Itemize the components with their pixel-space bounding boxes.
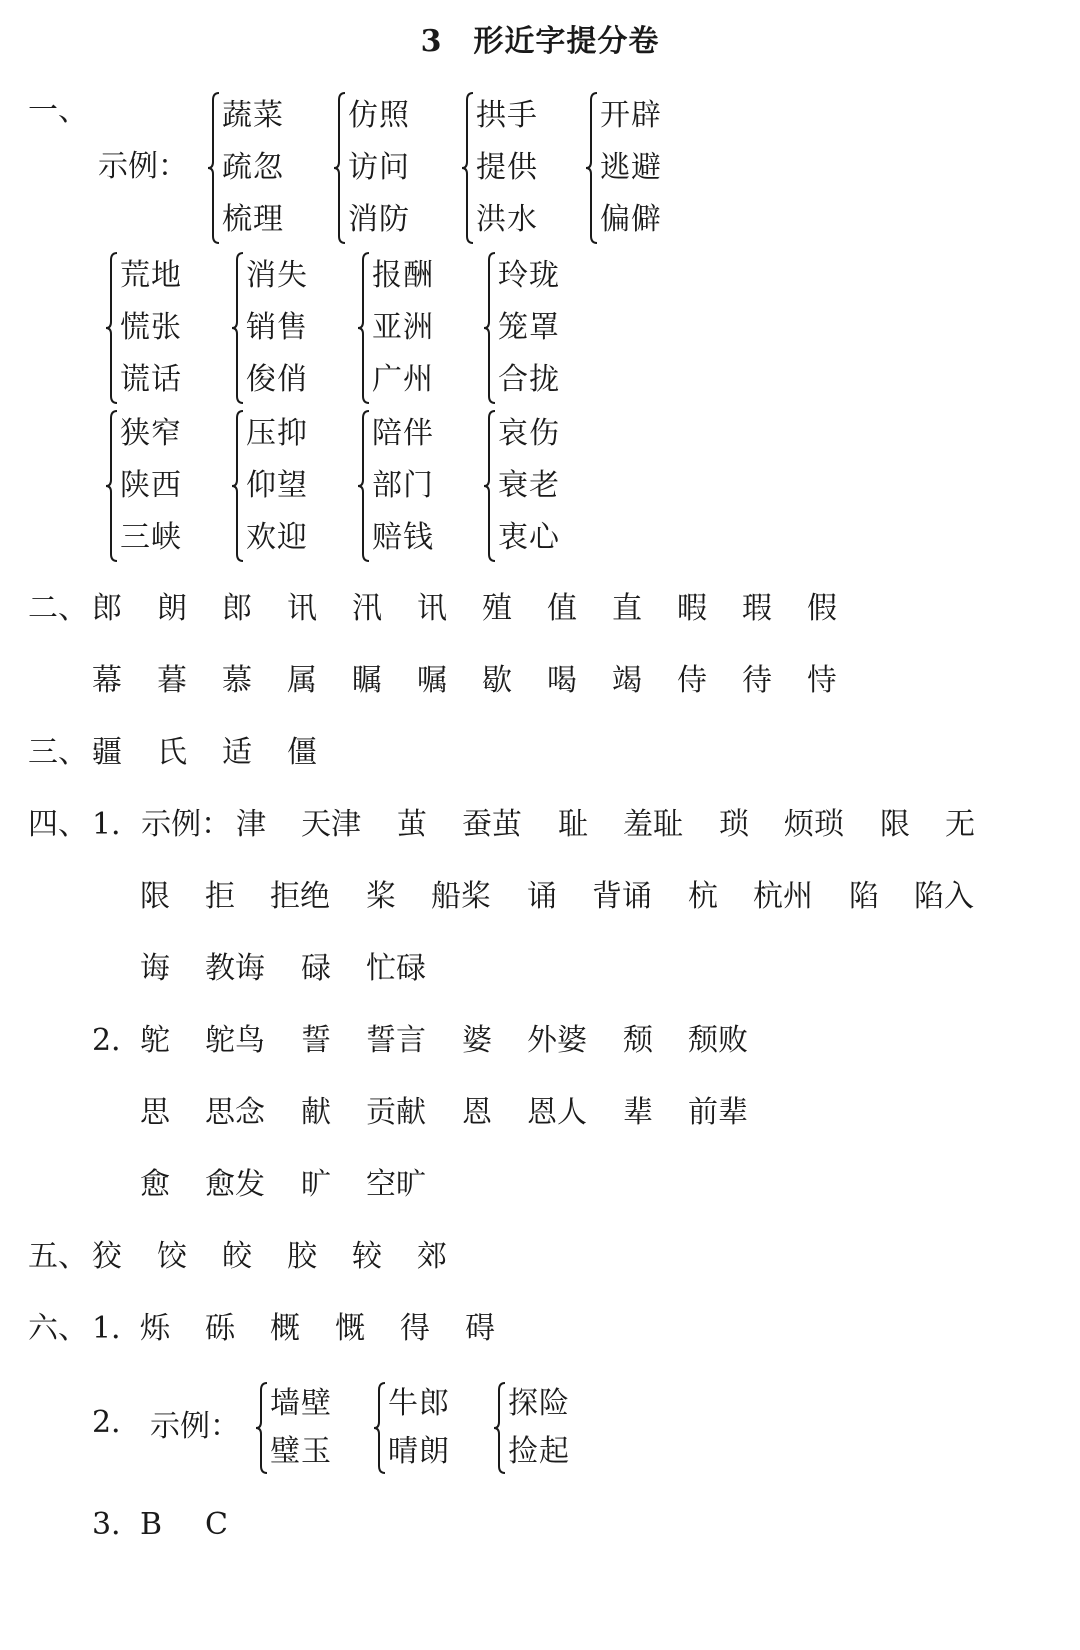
group-word: 洪水 [476, 202, 538, 237]
word-group [254, 1380, 332, 1476]
answer-item: 暇 [677, 591, 707, 626]
answer-item: 前辈 [688, 1095, 748, 1130]
answer-item: 慕 [222, 663, 252, 698]
answer-item: 值 [547, 591, 577, 626]
answer-item: 瑕 [742, 591, 772, 626]
answer-item: 诵 [527, 879, 557, 914]
brace-icon [372, 1380, 386, 1476]
brace-icon [492, 1380, 506, 1476]
answer-item: 胶 [287, 1239, 317, 1274]
group-word: 访问 [348, 150, 410, 185]
section-4-q1-line-3 [140, 950, 462, 988]
answer-item: 暮 [157, 663, 187, 698]
section-6-mark: 六、 [28, 1311, 88, 1346]
group-word: 笼罩 [498, 310, 560, 345]
section-6-q3-label: 3． [92, 1507, 142, 1542]
answer-item: 忙碌 [366, 951, 426, 986]
page-title: 3 形近字提分卷 [420, 24, 660, 59]
answer-item: 外婆 [527, 1023, 587, 1058]
group-word: 开辟 [600, 98, 662, 133]
brace-icon [104, 408, 118, 564]
brace [356, 250, 370, 406]
group-word: 销售 [246, 310, 308, 345]
answer-item: 假 [807, 591, 837, 626]
answer-item: 辈 [623, 1095, 653, 1130]
word-group [584, 90, 662, 246]
group-word: 牛郎 [388, 1386, 450, 1421]
group-word: 部门 [372, 468, 434, 503]
section-2-line-1 [92, 590, 872, 628]
group-word: 慌张 [120, 310, 182, 345]
answer-item: 琐 [719, 807, 749, 842]
section-6-q1-line [140, 1310, 530, 1348]
group-word: 荒地 [120, 258, 182, 293]
section-1-mark: 一、 [28, 93, 88, 128]
answer-item: 教诲 [205, 951, 265, 986]
brace [460, 90, 474, 246]
brace [230, 408, 244, 564]
group-word: 晴朗 [388, 1434, 450, 1469]
group-word: 疏忽 [222, 150, 284, 185]
answer-item: C [205, 1507, 228, 1542]
answer-item: 旷 [301, 1167, 331, 1202]
brace [104, 250, 118, 406]
group-word: 陪伴 [372, 416, 434, 451]
brace [482, 250, 496, 406]
word-group [104, 250, 182, 406]
answer-item: 婆 [462, 1023, 492, 1058]
group-word: 谎话 [120, 362, 182, 397]
answer-item: 幕 [92, 663, 122, 698]
answer-item: 津 [236, 807, 266, 842]
answer-item: 献 [301, 1095, 331, 1130]
answer-item: 茧 [397, 807, 427, 842]
group-word: 哀伤 [498, 416, 560, 451]
word-group [230, 250, 308, 406]
brace-icon [254, 1380, 268, 1476]
answer-item: 船桨 [431, 879, 491, 914]
section-2-mark: 二、 [28, 591, 88, 626]
answer-item: B [140, 1507, 163, 1542]
answer-item: 思 [140, 1095, 170, 1130]
answer-item: 郎 [222, 591, 252, 626]
answer-item: 得 [400, 1311, 430, 1346]
group-word: 俊俏 [246, 362, 308, 397]
group-word: 消防 [348, 202, 410, 237]
answer-item: 限 [140, 879, 170, 914]
group-word: 广州 [372, 362, 434, 397]
brace-icon [206, 90, 220, 246]
brace-icon [482, 408, 496, 564]
answer-item: 思念 [205, 1095, 265, 1130]
group-word: 墙壁 [270, 1386, 332, 1421]
answer-item: 陷入 [914, 879, 974, 914]
brace-icon [356, 408, 370, 564]
section-3-line-1 [92, 734, 352, 772]
answer-item: 颓 [623, 1023, 653, 1058]
section-4-q1-line-1 [236, 806, 1010, 844]
section-5-line-1 [92, 1238, 482, 1276]
brace [104, 408, 118, 564]
section-3-mark: 三、 [28, 735, 88, 770]
answer-item: 讯 [287, 591, 317, 626]
answer-item: 恃 [807, 663, 837, 698]
group-word: 赔钱 [372, 520, 434, 555]
answer-item: 颓败 [688, 1023, 748, 1058]
brace-icon [584, 90, 598, 246]
answer-item: 碌 [301, 951, 331, 986]
section-4-mark: 四、 [28, 807, 88, 842]
answer-item: 陷 [849, 879, 879, 914]
group-word: 合拢 [498, 362, 560, 397]
answer-item: 直 [612, 591, 642, 626]
brace [206, 90, 220, 246]
section-4-q2-line-1 [140, 1022, 784, 1060]
brace-icon [104, 250, 118, 406]
brace-icon [482, 250, 496, 406]
group-word: 衰老 [498, 468, 560, 503]
section-4-q1-label: 1．示例： [92, 807, 232, 842]
answer-item: 空旷 [366, 1167, 426, 1202]
brace [482, 408, 496, 564]
answer-item: 慨 [335, 1311, 365, 1346]
word-group [104, 408, 182, 564]
word-group [460, 90, 538, 246]
word-group [372, 1380, 450, 1476]
answer-item: 喝 [547, 663, 577, 698]
brace [584, 90, 598, 246]
word-group [206, 90, 284, 246]
answer-item: 砾 [205, 1311, 235, 1346]
group-word: 衷心 [498, 520, 560, 555]
answer-item: 愈 [140, 1167, 170, 1202]
word-group [482, 408, 560, 564]
answer-item: 属 [287, 663, 317, 698]
answer-item: 嘱 [417, 663, 447, 698]
section-1-example-label: 示例： [98, 149, 188, 184]
group-word: 拱手 [476, 98, 538, 133]
answer-item: 碍 [465, 1311, 495, 1346]
answer-item: 鸵鸟 [205, 1023, 265, 1058]
brace [254, 1380, 268, 1476]
section-4-q2-line-2 [140, 1094, 784, 1132]
section-6-q2-label: 2． [92, 1405, 142, 1440]
group-word: 仰望 [246, 468, 308, 503]
group-word: 亚洲 [372, 310, 434, 345]
word-group [482, 250, 560, 406]
answer-item: 氏 [157, 735, 187, 770]
group-word: 探险 [508, 1386, 570, 1421]
answer-item: 拒 [205, 879, 235, 914]
answer-item: 僵 [287, 735, 317, 770]
answer-item: 郎 [92, 591, 122, 626]
group-word: 压抑 [246, 416, 308, 451]
answer-item: 恩 [462, 1095, 492, 1130]
answer-item: 杭州 [753, 879, 813, 914]
answer-item: 背诵 [592, 879, 652, 914]
brace-icon [230, 250, 244, 406]
answer-item: 适 [222, 735, 252, 770]
answer-item: 天津 [301, 807, 361, 842]
answer-item: 杭 [688, 879, 718, 914]
brace-icon [230, 408, 244, 564]
group-word: 逃避 [600, 150, 662, 185]
answer-item: 烦琐 [784, 807, 844, 842]
word-group [230, 408, 308, 564]
section-4-q2-line-3 [140, 1166, 462, 1204]
answer-item: 侍 [677, 663, 707, 698]
answer-item: 郊 [417, 1239, 447, 1274]
answer-item: 桨 [366, 879, 396, 914]
group-word: 捡起 [508, 1434, 570, 1469]
group-word: 消失 [246, 258, 308, 293]
answer-item: 汛 [352, 591, 382, 626]
brace [356, 408, 370, 564]
answer-item: 无 [945, 807, 975, 842]
group-word: 璧玉 [270, 1434, 332, 1469]
group-word: 三峡 [120, 520, 182, 555]
section-4-q2-label: 2． [92, 1023, 142, 1058]
answer-item: 瞩 [352, 663, 382, 698]
answer-item: 诲 [140, 951, 170, 986]
answer-item: 疆 [92, 735, 122, 770]
section-6-q1-label: 1． [92, 1311, 142, 1346]
answer-item: 殖 [482, 591, 512, 626]
answer-item: 皎 [222, 1239, 252, 1274]
answer-item: 耻 [558, 807, 588, 842]
answer-item: 歇 [482, 663, 512, 698]
group-word: 提供 [476, 150, 538, 185]
answer-item: 誓 [301, 1023, 331, 1058]
brace-icon [332, 90, 346, 246]
group-word: 梳理 [222, 202, 284, 237]
brace [492, 1380, 506, 1476]
answer-item: 拒绝 [270, 879, 330, 914]
answer-item: 羞耻 [623, 807, 683, 842]
word-group [356, 408, 434, 564]
group-word: 蔬菜 [222, 98, 284, 133]
brace-icon [356, 250, 370, 406]
group-word: 偏僻 [600, 202, 662, 237]
section-6-q2-example-label: 示例： [150, 1409, 240, 1444]
answer-item: 讯 [417, 591, 447, 626]
answer-item: 烁 [140, 1311, 170, 1346]
answer-item: 愈发 [205, 1167, 265, 1202]
word-group [332, 90, 410, 246]
brace [230, 250, 244, 406]
group-word: 玲珑 [498, 258, 560, 293]
brace [332, 90, 346, 246]
answer-item: 狡 [92, 1239, 122, 1274]
section-2-line-2 [92, 662, 872, 700]
brace [372, 1380, 386, 1476]
group-word: 报酬 [372, 258, 434, 293]
group-word: 欢迎 [246, 520, 308, 555]
answer-item: 蚕茧 [462, 807, 522, 842]
answer-item: 限 [880, 807, 910, 842]
group-word: 仿照 [348, 98, 410, 133]
answer-item: 竭 [612, 663, 642, 698]
answer-item: 贡献 [366, 1095, 426, 1130]
section-6-q3-answers [140, 1506, 270, 1544]
answer-item: 恩人 [527, 1095, 587, 1130]
section-5-mark: 五、 [28, 1239, 88, 1274]
section-4-q1-line-2 [140, 878, 1010, 916]
answer-item: 誓言 [366, 1023, 426, 1058]
group-word: 陕西 [120, 468, 182, 503]
answer-item: 待 [742, 663, 772, 698]
brace-icon [460, 90, 474, 246]
answer-item: 鸵 [140, 1023, 170, 1058]
word-group [492, 1380, 570, 1476]
word-group [356, 250, 434, 406]
answer-item: 较 [352, 1239, 382, 1274]
answer-item: 朗 [157, 591, 187, 626]
answer-item: 饺 [157, 1239, 187, 1274]
group-word: 狭窄 [120, 416, 182, 451]
answer-item: 概 [270, 1311, 300, 1346]
